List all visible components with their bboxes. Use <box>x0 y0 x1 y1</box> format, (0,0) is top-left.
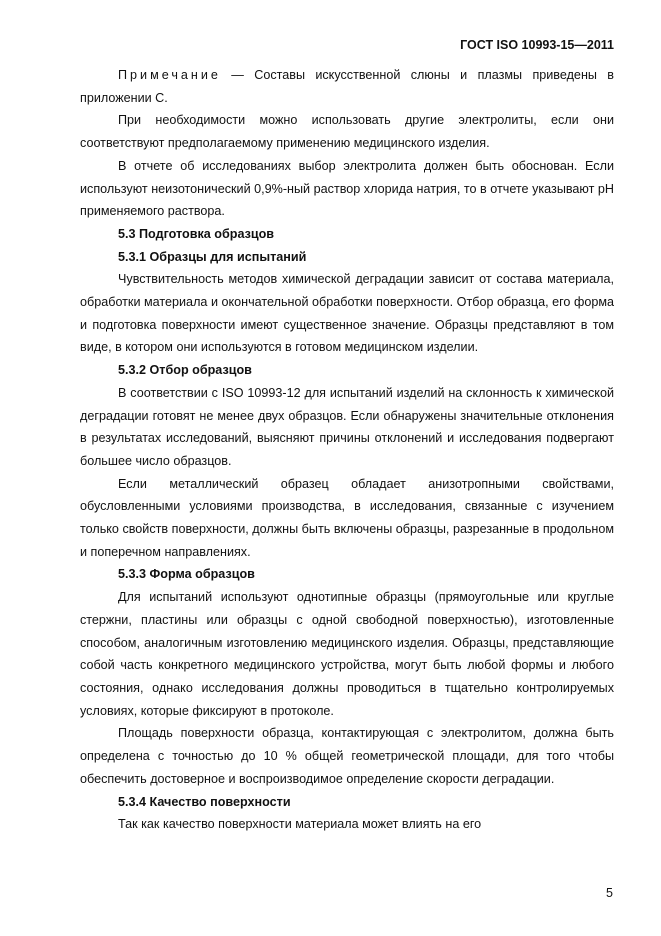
note-label: Примечание <box>118 68 221 82</box>
section-heading-5-3-2: 5.3.2 Отбор образцов <box>118 363 252 378</box>
section-heading-5-3-4: 5.3.4 Качество поверхности <box>118 794 291 809</box>
section-heading-5-3-1: 5.3.1 Образцы для испытаний <box>118 249 307 264</box>
paragraph-report: В отчете об исследованиях выбор электролита должен быть обоснован. Если используют неизотонический 0,9%-ный раствор хлорида натрия, то в отчете указывают pH применяемого раствора. <box>80 158 614 219</box>
note-paragraph <box>80 64 614 109</box>
section-heading-5-3: 5.3 Подготовка образцов <box>118 226 275 241</box>
paragraph-electrolytes: При необходимости можно использовать другие электролиты, если они соответствуют предполагаемому применению медицинского изделия. <box>80 113 614 151</box>
page-number: 5 <box>606 886 613 900</box>
paragraph-5-3-4: Так как качество поверхности материала может влиять на его <box>118 817 482 832</box>
paragraph-5-3-2-a: В соответствии с ISO 10993-12 для испытаний изделий на склонность к химической деградации готовят не менее двух образцов. Если обнаружены значительные отклонения в результатах исследований, выясняют причины отклонений и исследования подвергают большее число образцов. <box>80 385 614 468</box>
paragraph-5-3-1: Чувствительность методов химической деградации зависит от состава материала, обработки материала и окончательной обработки поверхности. Отбор образца, его форма и подготовка поверхности имеют существенное значение. Образцы представляют в том виде, в котором они используются в готовом медицинском изделии. <box>80 272 614 355</box>
document-header: ГОСТ ISO 10993-15—2011 <box>460 38 614 52</box>
paragraph-5-3-2-b: Если металлический образец обладает анизотропными свойствами, обусловленными условиями производства, в исследования, связанные с изучением только свойств поверхности, должны быть включены образцы, разрезанные в продольном и поперечном направлениях. <box>80 476 614 559</box>
paragraph-5-3-3-a: Для испытаний используют однотипные образцы (прямоугольные или круглые стержни, пластины или образцы с одной свободной поверхностью), изготовленные способом, аналогичным изготовлению медицинского изделия. Образцы, представляющие собой часть конкретного медицинского устройства, могут быть любой формы и любого состояния, однако исследования должны проводиться в тщательно контролируемых условиях, которые фиксируют в протоколе. <box>80 590 614 718</box>
document-body <box>80 64 614 836</box>
paragraph-5-3-3-b: Площадь поверхности образца, контактирующая с электролитом, должна быть определена с точностью до 10 % общей геометрической площади, для того чтобы обеспечить достоверное и воспроизводимое определение скорости деградации. <box>80 726 614 786</box>
section-heading-5-3-3: 5.3.3 Форма образцов <box>118 567 255 582</box>
note-text: — Составы искусственной слюны и плазмы приведены в приложении С. <box>80 68 614 105</box>
